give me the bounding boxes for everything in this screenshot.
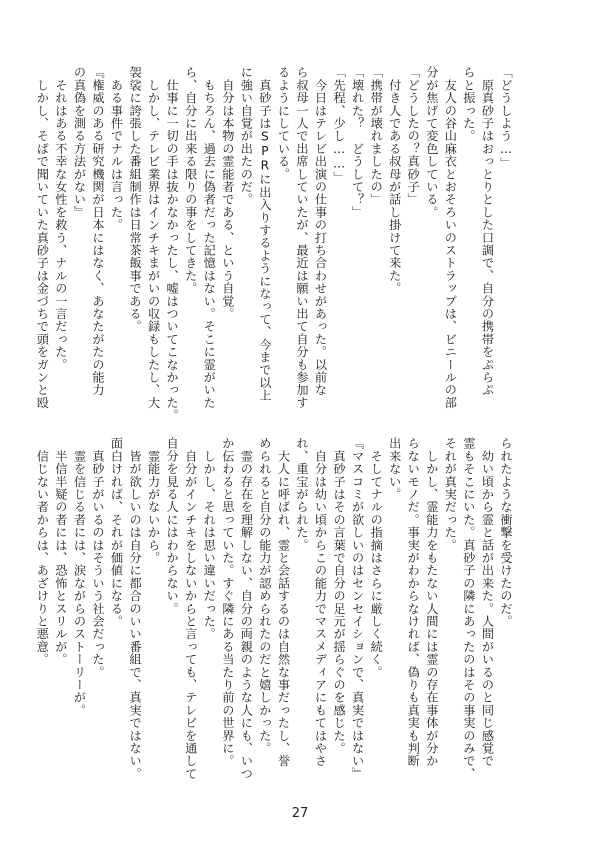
text-line: 仕事に一切の手は抜かなかったし、嘘はついてこなかった。 [165, 66, 180, 422]
text-line: 「携帯が壊れましたの」 [369, 66, 384, 206]
text-line: 真砂子がいるのはそういう社会だった。 [90, 437, 105, 679]
text-line: 原真砂子はおっとりとした口調で、自分の携帯をぷらぷ [480, 66, 495, 397]
text-line: 大人に呼ばれ、霊と会話するのは自然な事だったし、誉 [276, 437, 291, 768]
text-line: 自分を見る人にはわからない。 [165, 437, 180, 615]
text-line: 自分がインチキをしないからと言っても、テレビを通して [183, 437, 198, 780]
page-number: 27 [291, 806, 309, 821]
text-line: るようにしている。 [276, 66, 291, 181]
text-line: そしてナルの指摘はさらに厳しく続く。 [369, 437, 384, 679]
text-line: 「先程、少し……」 [332, 66, 347, 184]
text-line: もちろん、過去に偽者だった記憶はない。そこに霊がいた [202, 66, 217, 409]
text-line: られたような衝撃を受けたのだ。 [499, 437, 513, 628]
text-line: 今日はテレビ出演の仕事の打ち合わせがあった。以前な [313, 66, 328, 397]
text-line: 面白ければ、それが価値になる。 [109, 437, 124, 628]
text-line: 分が焦げて変色している。 [424, 66, 439, 219]
text-line: れ、重宝がられた。 [294, 437, 309, 552]
text-line: 自分は幼い頃からこの能力でマスメディアにもてはやさ [313, 437, 328, 768]
text-line: 「どうしたの？真砂子」 [406, 66, 421, 206]
text-line: 霊もそこにいた。真砂子の隣にあったのはその事実のみで、 [461, 437, 476, 780]
text-line: か伝わると思っていた。すぐ隣にある当たり前の世界に。 [220, 437, 235, 768]
text-line: 付き人である叔母が話し掛けて来た。 [387, 66, 402, 295]
text-line: ある事件でナルは言った。 [109, 66, 124, 232]
text-line: 霊を信じる者には、涙ながらのストーリーが。 [72, 437, 87, 717]
text-line: められると自分の能力が認められたのだと嬉しかった。 [257, 437, 272, 755]
text-line: 「どうしよう…」 [499, 66, 513, 170]
text-line: それはある不幸な女性を救う、ナルの一言だった。 [53, 66, 68, 371]
text-line: それが真実だった。 [443, 437, 458, 552]
text-line: 皆が欲しいのは自分に都合のいい番組で、真実ではない。 [128, 437, 143, 780]
text-line: しかし、霊能力をもたない人間には霊の存在事体が分か [424, 437, 439, 768]
text-line: 信じない者からは、あざけりと悪意。 [35, 437, 50, 666]
text-line: 霊の存在を理解しない、自分の両親のような人にも、いつ [239, 437, 254, 780]
text-line: 袈裟に誇張した番組制作は日常茶飯事である。 [128, 66, 143, 333]
text-line: 『マスコミが欲しいのはセンセイションで、真実ではない』 [350, 437, 365, 780]
text-line: 友人の谷山麻衣とおそろいのストラップは、ビニールの部 [443, 66, 458, 409]
text-line: らと振った。 [461, 66, 476, 143]
text-line: 真砂子はその言葉で自分の足元が揺らぐのを感じた。 [332, 437, 347, 755]
text-line: らないモノだ。事実がわからなければ、偽りも真実も判断 [406, 437, 421, 768]
text-line: 出来ない。 [387, 437, 402, 501]
text-line: 真砂子はSPRに出入りするようになって、今まで以上 [257, 66, 272, 402]
text-line: 半信半疑の者には、恐怖とスリルが。 [53, 437, 68, 666]
text-line: 「壊れた？ どうして？」 [350, 66, 365, 219]
text-line: 『権威のある研究機関が日本にはなく、あなたがたの能力 [90, 66, 105, 397]
text-line: の真偽を測る方法がない』 [72, 66, 87, 219]
text-line: しかし、テレビ業界はインチキまがいの収録もしたし、大 [146, 66, 161, 409]
text-line: しかし、そばで聞いていた真砂子は金づちで頭をガンと殴 [35, 66, 50, 409]
text-line: ら、自分に出来る限りの事をしてきた。 [183, 66, 198, 295]
text-line: 幼い頃から霊と話が出来た。人間がいるのと同じ感覚で [480, 437, 495, 768]
text-line: に強い自覚が出たのだ。 [239, 66, 254, 206]
lower-text-block [35, 437, 515, 780]
text-line: しかし、それは思い違いだった。 [202, 437, 217, 641]
text-line: 自分は本物の霊能者である、という自覚。 [220, 66, 235, 320]
upper-text-block [35, 66, 515, 422]
text-line: ら叔母一人で出席していたが、最近は願い出て自分も参加す [294, 66, 309, 409]
text-line: 霊能力がないから。 [146, 437, 161, 564]
